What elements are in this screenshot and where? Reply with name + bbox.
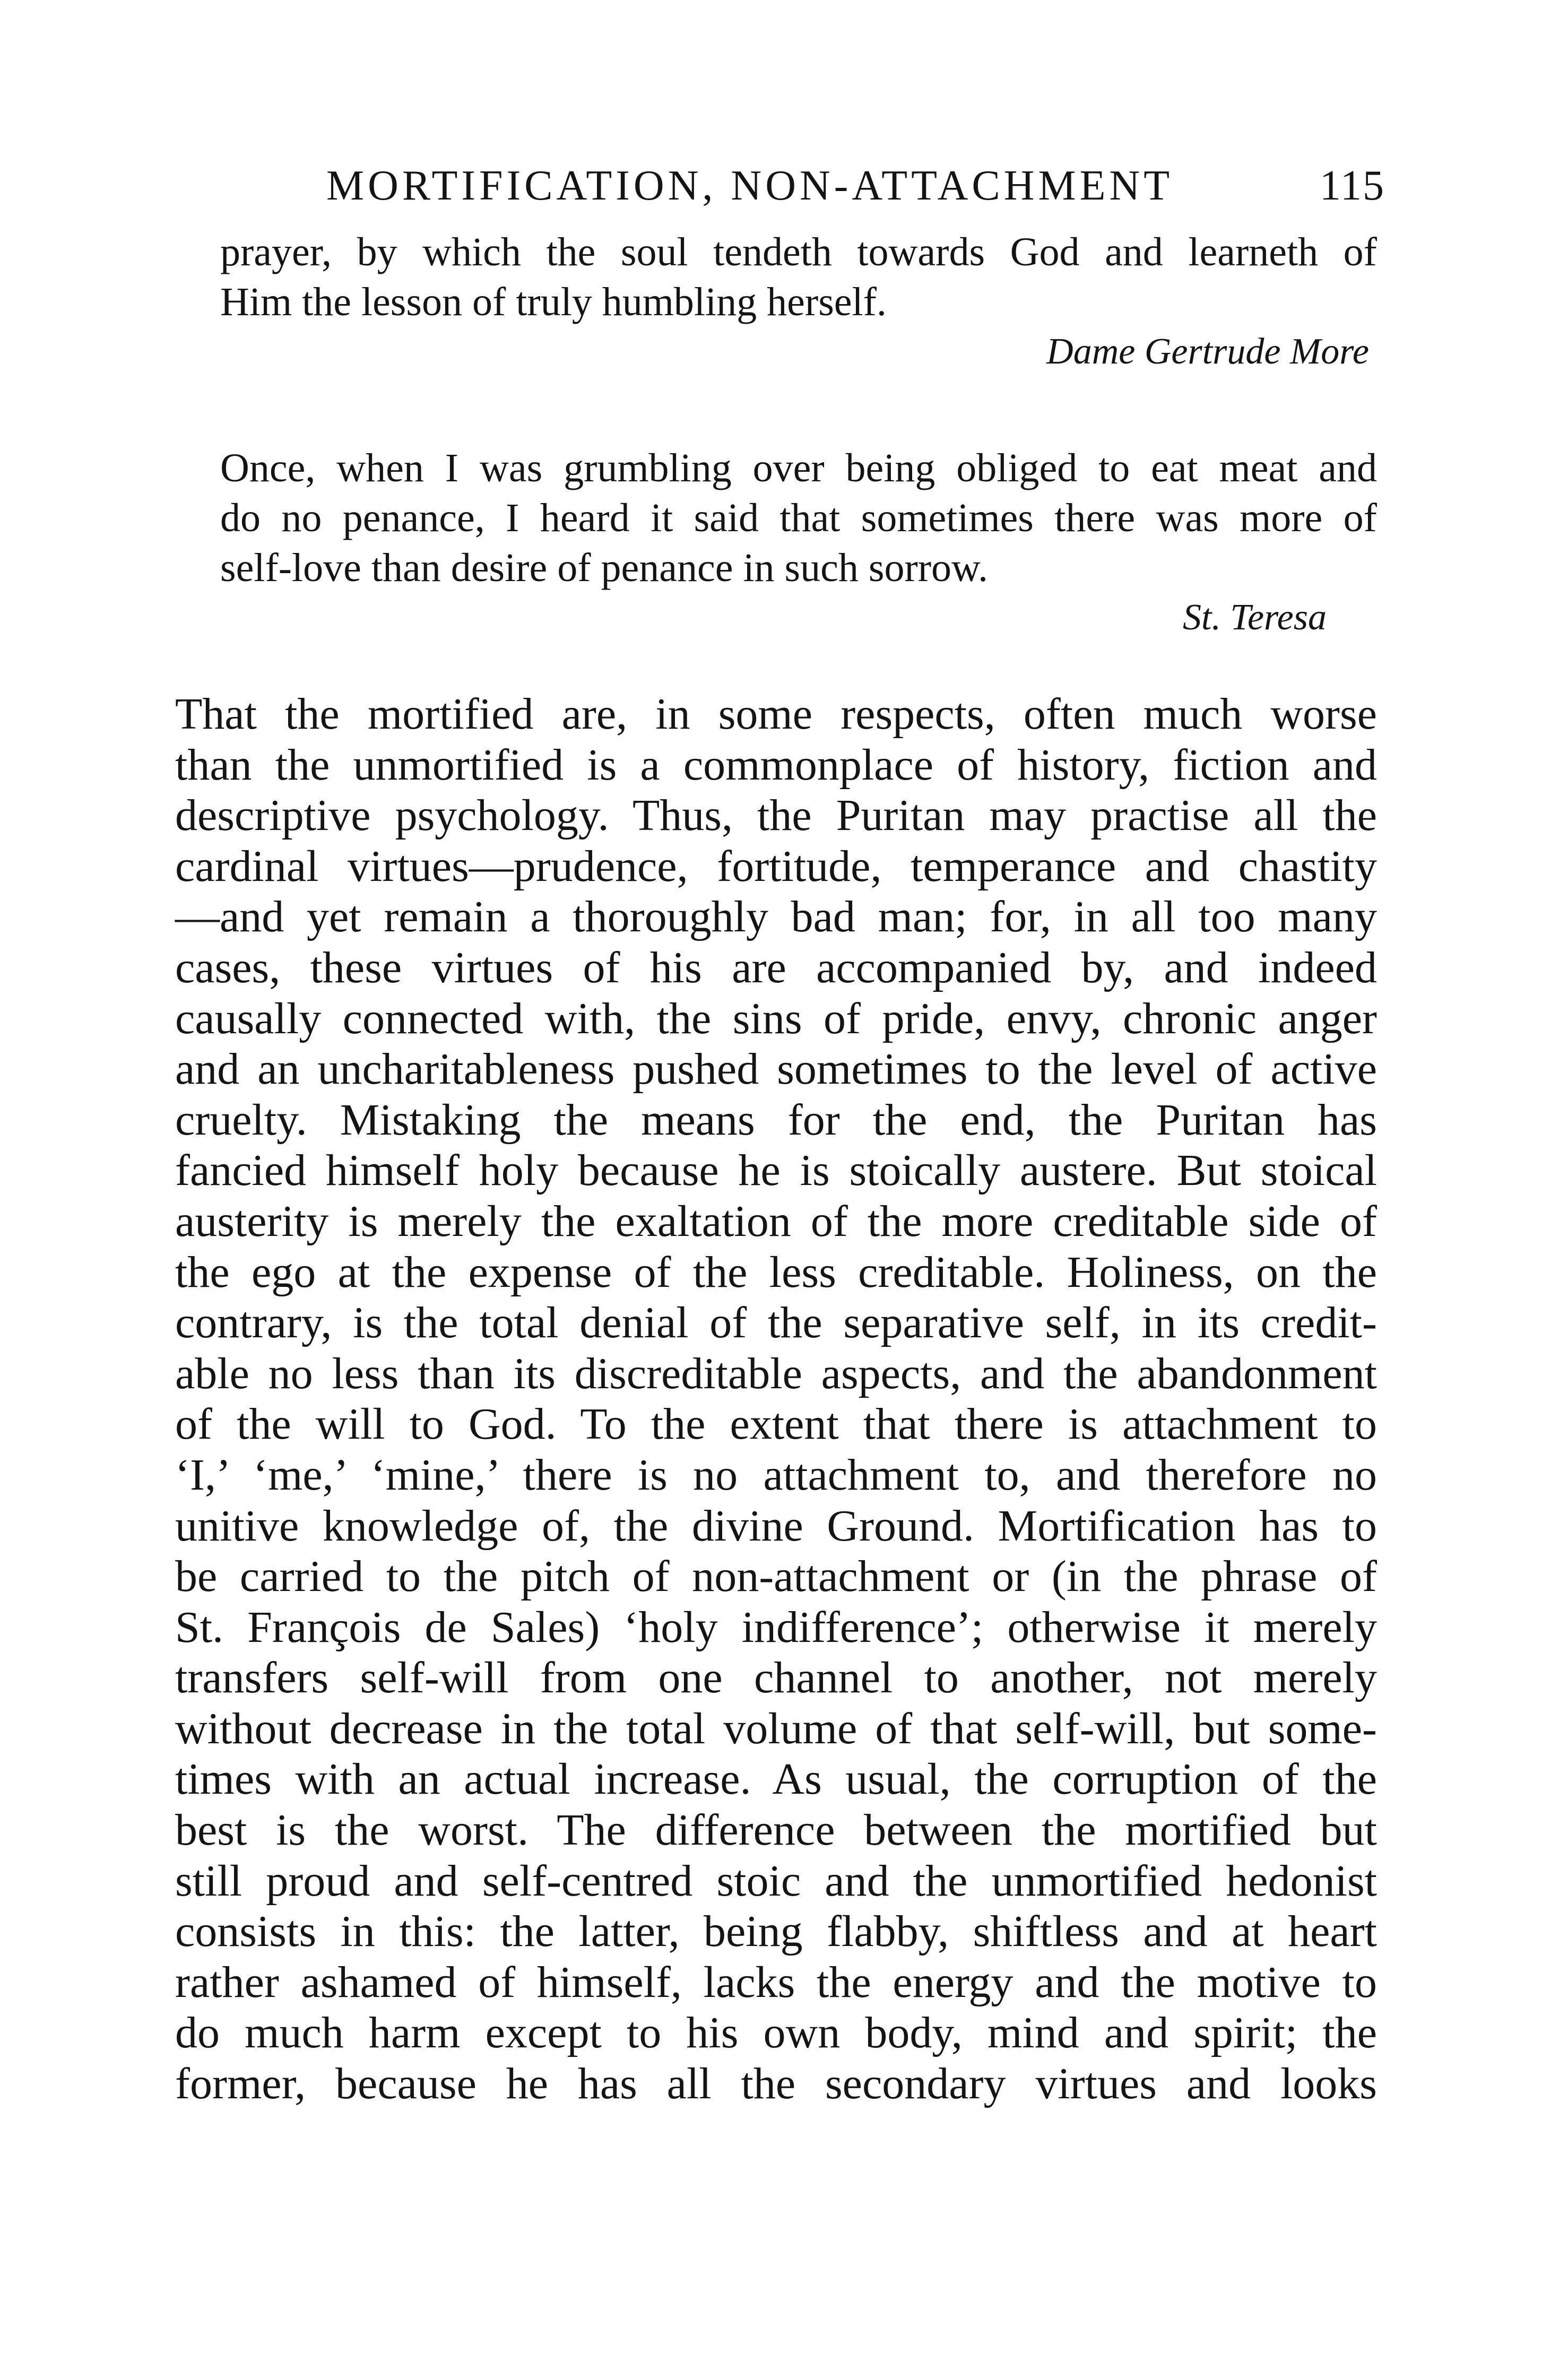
- body-line: contrary, is the total denial of the separative self, in its credit-: [175, 1298, 1377, 1348]
- body-line: rather ashamed of himself, lacks the energy and the motive to: [175, 1957, 1377, 2007]
- body-line: without decrease in the total volume of that self-will, but some-: [175, 1703, 1377, 1753]
- body-line: still proud and self-centred stoic and the unmortified hedonist: [175, 1856, 1377, 1906]
- body-line: and an uncharitableness pushed sometimes to the level of active: [175, 1044, 1377, 1094]
- quote-line: Once, when I was grumbling over being obliged to eat meat and: [220, 446, 1377, 490]
- body-line: best is the worst. The difference between the mortified but: [175, 1805, 1377, 1855]
- quote-line: prayer, by which the soul tendeth towards God and learneth of: [220, 230, 1377, 274]
- body-line: the ego at the expense of the less creditable. Holiness, on the: [175, 1247, 1377, 1297]
- quote-attribution: Dame Gertrude More: [1046, 331, 1369, 372]
- body-line: consists in this: the latter, being flabby, shiftless and at heart: [175, 1907, 1377, 1957]
- body-line: St. François de Sales) ‘holy indifference’; otherwise it merely: [175, 1602, 1377, 1652]
- body-line: unitive knowledge of, the divine Ground. Mortification has to: [175, 1501, 1377, 1551]
- body-line: transfers self-will from one channel to another, not merely: [175, 1653, 1377, 1703]
- epigraph-quote-teresa: [220, 443, 1377, 643]
- quote-attribution: St. Teresa: [1183, 597, 1327, 638]
- body-line: —and yet remain a thoroughly bad man; for, in all too many: [175, 892, 1377, 942]
- epigraph-quote-more: [220, 227, 1377, 377]
- body-line: former, because he has all the secondary virtues and looks: [175, 2059, 1377, 2109]
- quote-line: Him the lesson of truly humbling herself.: [220, 280, 887, 324]
- body-line: do much harm except to his own body, mind and spirit; the: [175, 2008, 1377, 2058]
- body-line: fancied himself holy because he is stoically austere. But stoical: [175, 1146, 1377, 1196]
- quote-line: self-love than desire of penance in such sorrow.: [220, 546, 989, 590]
- body-line: of the will to God. To the extent that there is attachment to: [175, 1399, 1377, 1449]
- body-line: able no less than its discreditable aspects, and the abandonment: [175, 1348, 1377, 1398]
- body-line: cruelty. Mistaking the means for the end, the Puritan has: [175, 1095, 1377, 1145]
- body-line: causally connected with, the sins of pride, envy, chronic anger: [175, 993, 1377, 1043]
- body-line: descriptive psychology. Thus, the Puritan may practise all the: [175, 791, 1377, 841]
- body-line: times with an actual increase. As usual, the corruption of the: [175, 1754, 1377, 1804]
- page-number: 115: [1319, 162, 1385, 209]
- body-line: be carried to the pitch of non-attachment or (in the phrase of: [175, 1552, 1377, 1602]
- body-line: ‘I,’ ‘me,’ ‘mine,’ there is no attachment to, and therefore no: [175, 1450, 1377, 1500]
- running-title: MORTIFICATION, NON-ATTACHMENT: [326, 162, 1174, 209]
- body-line: That the mortified are, in some respects, often much worse: [175, 689, 1377, 739]
- body-line: cardinal virtues—prudence, fortitude, temperance and chastity: [175, 841, 1377, 891]
- running-header: [175, 157, 1385, 215]
- body-line: cases, these virtues of his are accompanied by, and indeed: [175, 942, 1377, 992]
- body-line: austerity is merely the exaltation of the more creditable side of: [175, 1196, 1377, 1246]
- body-line: than the unmortified is a commonplace of history, fiction and: [175, 740, 1377, 790]
- quote-line: do no penance, I heard it said that sometimes there was more of: [220, 496, 1377, 540]
- body-paragraph: [175, 689, 1377, 2109]
